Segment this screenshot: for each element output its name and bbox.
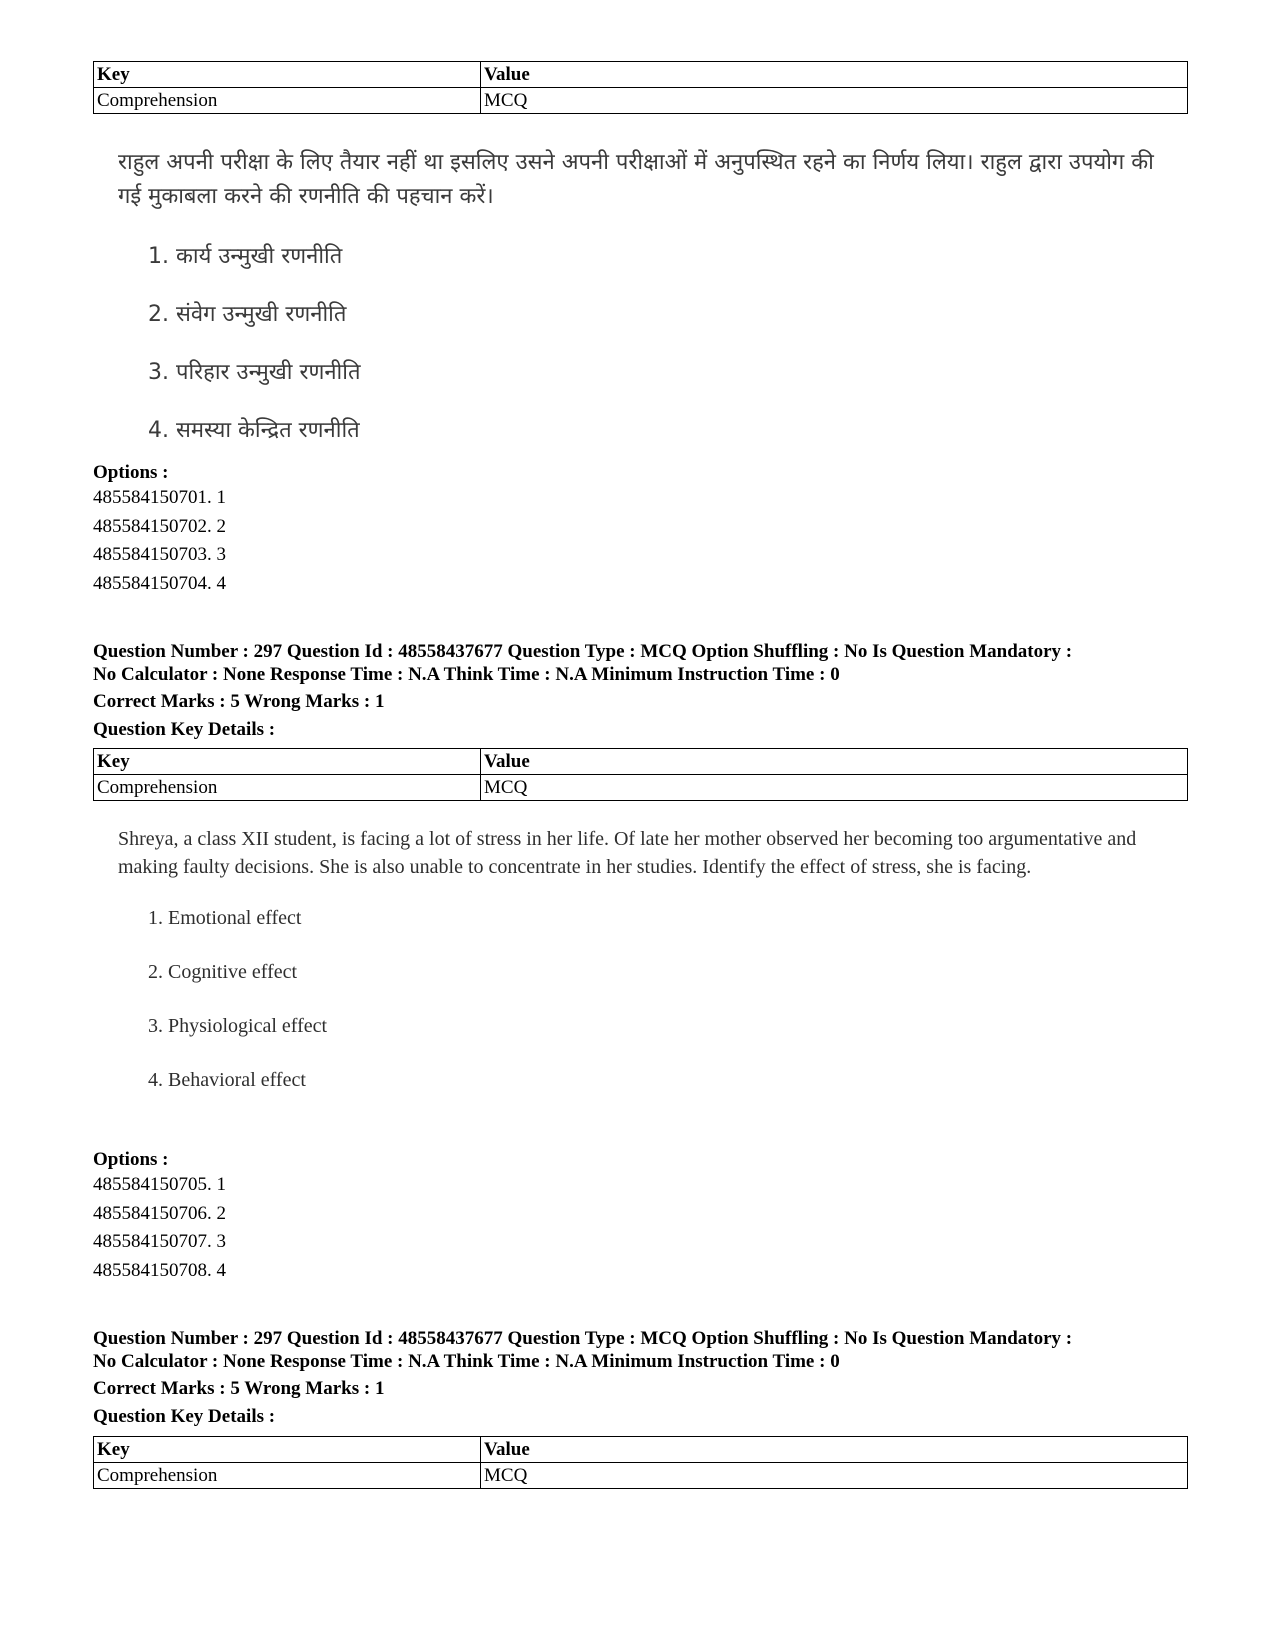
question-meta-line-2: No Calculator : None Response Time : N.A Think Time : N.A Minimum Instruction Time : 0 <box>93 1350 840 1372</box>
marks-line: Correct Marks : 5 Wrong Marks : 1 <box>93 1378 385 1399</box>
table-cell-key: Comprehension <box>94 88 481 114</box>
choice-4: 4. Behavioral effect <box>148 1069 306 1091</box>
marks-line: Correct Marks : 5 Wrong Marks : 1 <box>93 691 385 712</box>
option-line: 485584150702. 2 <box>93 515 226 537</box>
options-label: Options : <box>93 1149 169 1170</box>
option-line: 485584150704. 4 <box>93 572 226 594</box>
table-header-key: Key <box>94 62 481 88</box>
choice-1: 1. Emotional effect <box>148 907 302 929</box>
table-row <box>94 775 1188 801</box>
question-meta-line-1: Question Number : 297 Question Id : 48558437677 Question Type : MCQ Option Shuffling : No Is Question Mandatory : <box>93 641 1073 662</box>
question-text: Shreya, a class XII student, is facing a lot of stress in her life. Of late her mother observed her becoming too argumentative and making faulty decisions. She is also unable to concentrate in her studies. Identify the effect of stress, she is facing. <box>118 828 1137 878</box>
table-header-value: Value <box>481 1437 1188 1463</box>
choice-1: 1. कार्य उन्मुखी रणनीति <box>148 244 343 269</box>
key-value-table <box>93 1436 1188 1489</box>
options-label: Options : <box>93 462 169 483</box>
question-meta-2 <box>93 641 1188 741</box>
table-header-row <box>94 749 1188 775</box>
table-cell-key: Comprehension <box>94 775 481 801</box>
table-cell-value: MCQ <box>481 775 1188 801</box>
key-details-label: Question Key Details : <box>93 1405 276 1427</box>
table-header-key: Key <box>94 1437 481 1463</box>
key-details-label: Question Key Details : <box>93 718 276 740</box>
table-row <box>94 1463 1188 1489</box>
table-header-row <box>94 1437 1188 1463</box>
table-cell-value: MCQ <box>481 88 1188 114</box>
options-block-1 <box>93 462 226 598</box>
choice-2: 2. Cognitive effect <box>148 961 298 983</box>
table-row <box>94 88 1188 114</box>
choice-4: 4. समस्या केन्द्रित रणनीति <box>148 418 360 443</box>
question-text: राहुल अपनी परीक्षा के लिए तैयार नहीं था इसलिए उसने अपनी परीक्षाओं में अनुपस्थित रहने का निर्णय लिया। राहुल द्वारा उपयोग की गई मुकाबला करने की रणनीति की पहचान करें। <box>118 150 1154 209</box>
option-line: 485584150706. 2 <box>93 1202 226 1224</box>
choice-3: 3. Physiological effect <box>148 1015 328 1037</box>
question-meta-line-1: Question Number : 297 Question Id : 48558437677 Question Type : MCQ Option Shuffling : No Is Question Mandatory : <box>93 1328 1073 1349</box>
option-line: 485584150703. 3 <box>93 544 226 565</box>
choice-3: 3. परिहार उन्मुखी रणनीति <box>148 360 361 385</box>
table-header-value: Value <box>481 749 1188 775</box>
question-1 <box>93 146 1188 460</box>
question-meta-3 <box>93 1328 1188 1428</box>
option-line: 485584150708. 4 <box>93 1259 226 1281</box>
option-line: 485584150707. 3 <box>93 1231 226 1252</box>
table-header-value: Value <box>481 62 1188 88</box>
options-block-2 <box>93 1149 226 1285</box>
choice-2: 2. संवेग उन्मुखी रणनीति <box>148 302 347 327</box>
table-header-key: Key <box>94 749 481 775</box>
key-value-table <box>93 748 1188 801</box>
question-meta-line-2: No Calculator : None Response Time : N.A Think Time : N.A Minimum Instruction Time : 0 <box>93 663 840 685</box>
table-cell-key: Comprehension <box>94 1463 481 1489</box>
table-header-row <box>94 62 1188 88</box>
question-2 <box>93 825 1188 1107</box>
key-value-table <box>93 61 1188 114</box>
option-line: 485584150705. 1 <box>93 1174 226 1195</box>
table-cell-value: MCQ <box>481 1463 1188 1489</box>
option-line: 485584150701. 1 <box>93 487 226 508</box>
